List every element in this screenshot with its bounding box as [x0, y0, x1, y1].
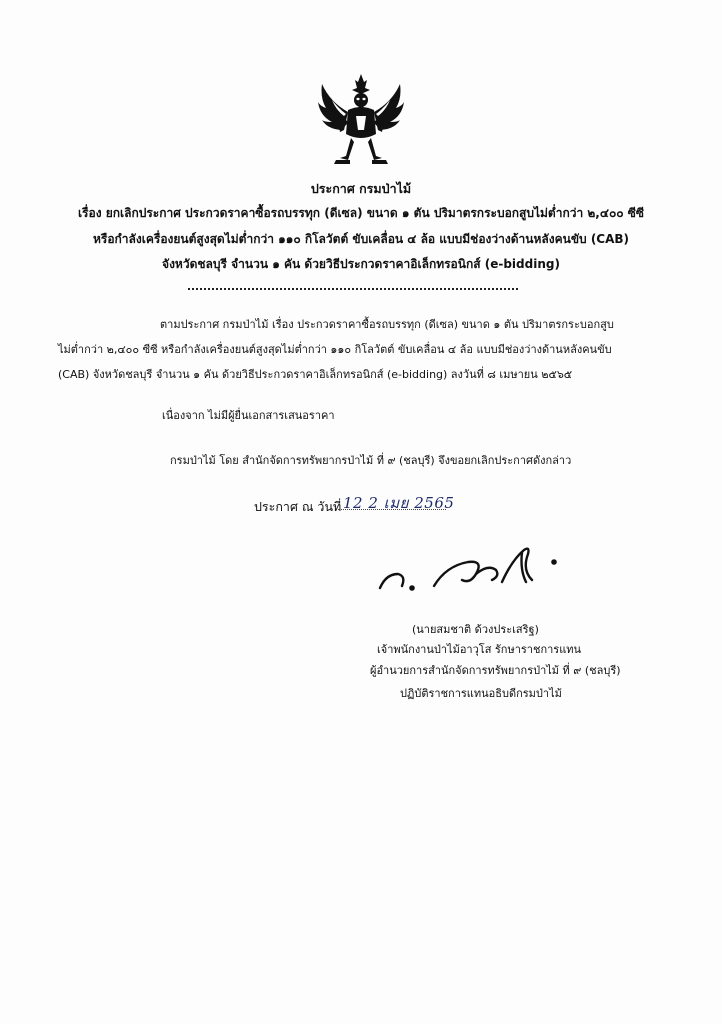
paragraph-2: เนื่องจาก ไม่มีผู้ยื่นเอกสารเสนอราคา	[162, 409, 335, 422]
signatory-position-3: ปฏิบัติราชการแทนอธิบดีกรมป่าไม้	[400, 687, 562, 700]
subject-line-3: จังหวัดชลบุรี จำนวน ๑ คัน ด้วยวิธีประกวดราคาอิเล็กทรอนิกส์ (e-bidding)	[162, 257, 560, 271]
paragraph-1-line-1: ตามประกาศ กรมป่าไม้ เรื่อง ประกวดราคาซื้อรถบรรทุก (ดีเซล) ขนาด ๑ ตัน ปริมาตรกระบอกสูบ	[160, 318, 614, 331]
subject-line-2: หรือกำลังเครื่องยนต์สูงสุดไม่ต่ำกว่า ๑๑๐ กิโลวัตต์ ขับเคลื่อน ๔ ล้อ แบบมีช่องว่างด้านหลังคนขับ (CAB)	[92, 232, 630, 246]
paragraph-3: กรมป่าไม้ โดย สำนักจัดการทรัพยากรป่าไม้ ที่ ๙ (ชลบุรี) จึงขอยกเลิกประกาศดังกล่าว	[170, 454, 572, 467]
page-title: ประกาศ กรมป่าไม้	[310, 181, 412, 196]
dotted-separator	[188, 288, 518, 290]
signatory-position-1: เจ้าพนักงานป่าไม้อาวุโส รักษาราชการแทน	[377, 643, 582, 656]
signatory-position-2: ผู้อำนวยการสำนักจัดการทรัพยากรป่าไม้ ที่ ๙ (ชลบุรี)	[370, 664, 621, 677]
date-dotted-line	[338, 509, 446, 510]
signatory-name: (นายสมชาติ ด้วงประเสริฐ)	[412, 623, 539, 636]
garuda-emblem-icon	[318, 72, 404, 172]
date-label: ประกาศ ณ วันที่	[254, 499, 342, 514]
paragraph-1-line-2: ไม่ต่ำกว่า ๒,๔๐๐ ซีซี หรือกำลังเครื่องยนต์สูงสุดไม่ต่ำกว่า ๑๑๐ กิโลวัตต์ ขับเคลื่อน ๔ ล้อ แบบมีช่องว่างด้านหลังคนขับ	[58, 343, 612, 356]
paragraph-1-line-3: (CAB) จังหวัดชลบุรี จำนวน ๑ คัน ด้วยวิธีประกวดราคาอิเล็กทรอนิกส์ (e-bidding) ลงวันที่ ๘ เมษายน ๒๕๖๕	[58, 368, 573, 381]
date-handwritten: 12 2 เมย 2565	[343, 494, 455, 512]
handwritten-signature	[372, 540, 562, 600]
subject-line-1: เรื่อง ยกเลิกประกาศ ประกวดราคาซื้อรถบรรทุก (ดีเซล) ขนาด ๑ ตัน ปริมาตรกระบอกสูบไม่ต่ำกว่า ๒,๔๐๐ ซีซี	[77, 206, 645, 220]
